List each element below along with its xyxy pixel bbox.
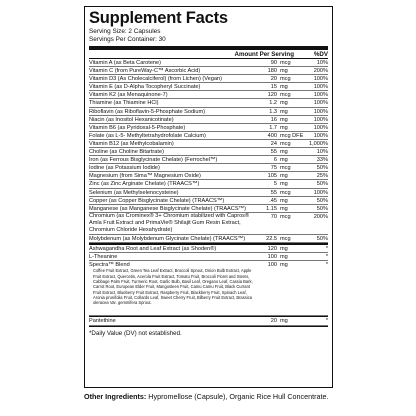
nutrient-amount: 1.3 [269,108,277,115]
nutrient-unit: mcg [280,189,291,196]
nutrient-dv: 10% [316,60,328,66]
nutrient-amount: 90 [270,60,277,66]
nutrient-name: Chromium (as Crominex® 3+ Chromium stabilized with Capros® Amla Fruit Extract and PrimaVie® Shilajit Gum Resin Extract, Chromium Chloride Hexahydrate) [89,213,250,233]
nutrient-name-cell [89,261,255,315]
nutrient-name-cell [89,99,255,106]
nutrient-name: Selenium (as Methylselenocysteine) [89,189,179,196]
nutrient-row [89,140,328,148]
nutrient-row [89,189,328,197]
nutrient-row [89,59,328,67]
nutrient-dv: 100% [313,76,328,83]
nutrient-row [89,132,328,140]
nutrient-unit: mg [280,124,288,131]
nutrient-name-cell [89,75,255,82]
nutrient-dv: * [325,245,328,252]
serving-size: Serving Size: 2 Capsules [89,28,161,35]
nutrient-amount: 20 [270,76,277,83]
nutrient-unit: mg [280,157,288,164]
nutrient-unit: mg [280,100,288,107]
nutrient-name-cell [89,132,255,139]
nutrient-unit: mg [280,205,288,212]
nutrient-row [89,197,328,205]
nutrient-amount: 16 [270,116,277,123]
nutrient-unit: mg [280,84,288,91]
nutrient-dv: 10% [316,149,328,156]
nutrient-name-cell [89,108,255,115]
nutrient-amount: .45 [269,197,277,204]
nutrient-unit: mcg [280,213,291,220]
nutrient-name: Vitamin E (as D-Alpha Tocopheryl Succinate) [89,84,201,91]
nutrient-amount: 1.7 [269,124,277,131]
nutrient-amount: 120 [267,245,277,252]
nutrient-name-cell [89,189,255,196]
nutrient-dv: 50% [316,165,328,172]
nutrient-dv: * [325,253,328,260]
nutrient-dv: 100% [313,108,328,115]
nutrient-amount: 1.15 [266,205,277,212]
nutrient-name: Manganese (as Manganese Bisglycinate Chelate) (TRAACS™) [89,205,247,212]
nutrient-row [89,261,328,316]
nutrient-row [89,124,328,132]
nutrient-name: L-Theanine [89,253,118,260]
nutrient-name-cell [89,91,255,98]
nutrient-dv: 50% [316,197,328,204]
nutrient-row [89,235,328,243]
nutrient-amount: 15 [270,84,277,91]
nutrient-row [89,99,328,107]
servings-per-container: Servings Per Container: 30 [89,36,166,43]
nutrient-name-cell [89,124,255,131]
nutrient-dv: 200% [313,68,328,75]
nutrient-amount: 100 [267,262,277,269]
nutrient-name: Thiamine (as Thiamine HCl) [89,100,159,107]
nutrient-dv: 100% [313,100,328,107]
header-amount: Amount Per Serving [234,51,294,58]
supplement-facts-panel [84,6,333,388]
other-ingredients [84,393,334,402]
nutrient-amount: 6 [273,157,277,164]
nutrient-row [89,213,328,235]
nutrient-row [89,245,328,253]
nutrient-unit: mg [280,253,288,260]
nutrient-unit: mcg [280,60,291,66]
nutrient-name-cell [89,148,255,155]
nutrient-amount: 24 [270,140,277,147]
nutrient-amount: 55 [270,189,277,196]
nutrient-name: Vitamin D3 (As Cholecalciferol) (from Lichen) (Vegan) [89,76,222,83]
nutrient-name: Ashwagandha Root and Leaf Extract (as Shoden®) [89,245,217,252]
nutrient-dv: 100% [313,116,328,123]
nutrient-amount: 120 [267,92,277,99]
nutrient-amount: 70 [270,213,277,220]
nutrient-amount: 55 [270,149,277,156]
nutrient-amount: 105 [267,173,277,180]
nutrient-unit: mg [280,173,288,180]
nutrient-name-cell [89,156,255,163]
nutrient-dv: 50% [316,235,328,242]
nutrient-dv: 100% [313,92,328,99]
nutrient-row [89,180,328,188]
nutrient-name-cell [89,140,255,147]
nutrient-amount: 180 [267,68,277,75]
nutrient-name-cell [89,59,255,66]
nutrient-unit: mcg [280,92,291,99]
nutrient-amount: 20 [270,318,277,325]
nutrient-row [89,148,328,156]
nutrient-name: Folate (as L-5- Methyltetrahydrofolate Calcium) [89,132,206,139]
nutrient-dv: 100% [313,124,328,131]
footnote: *Daily Value (DV) not established. [89,326,328,338]
nutrient-row [89,164,328,172]
nutrient-name-cell [89,172,255,179]
nutrient-unit: mg [280,197,288,204]
nutrient-name-cell [89,235,255,242]
nutrient-name: Choline (as Choline Bitartrate) [89,149,164,156]
nutrient-name: Pantethine [89,318,116,325]
nutrient-name-cell [89,164,255,171]
nutrient-dv: 100% [313,84,328,91]
nutrient-name: Vitamin B12 (as Methylcobalamin) [89,140,174,147]
nutrient-unit: mg [280,181,288,188]
nutrient-unit: mcg [280,235,291,242]
nutrient-unit: mcg [280,76,291,83]
nutrient-name: Magnesium (from Sima™ Magnesium Oxide) [89,173,201,180]
blend-ingredients: Coffee Fruit Extract, Green Tea Leaf Extract, Broccoli Sprout, Onion Bulb Extract, Apple Fruit Extract, Quercetin, Acerola Fruit Extract, Tomato Fruit, Broccoli Floret and Stems, Cabbage Palm Fruit, Turmeric Root, Garlic Bulb, Basil Leaf, Oregano Leaf, Cassia Bark, Carrot Root, European Elder Fruit, Mangosteen Fruit, Camu Camu Fruit, Black Currant Fruit Extract, Blueberry Fruit Extract, Raspberry Fruit, Blackberry Fruit, Spinach Leaf, Aronia prunifolia Fruit, Collards Leaf, Sweet Cherry Fruit, Bilberry Fruit Extract, Brassica oleracea Var. gemmifera Sprout. [93,268,253,306]
nutrient-unit: mcg DFE [280,132,304,139]
nutrient-name: Zinc (as Zinc Arginate Chelate) (TRAACS™) [89,181,200,188]
nutrient-dv: 1,000% [309,140,328,147]
nutrient-row [89,116,328,124]
nutrient-dv: * [325,318,328,325]
other-ingredients-label: Other Ingredients: [84,392,147,401]
other-ingredients-text: Hypromellose (Capsule), Organic Rice Hull Concentrate. [146,392,329,401]
nutrient-row [89,67,328,75]
nutrient-name-cell [89,180,255,187]
nutrient-amount: 100 [267,253,277,260]
nutrient-amount: 5 [273,181,277,188]
panel-title: Supplement Facts [89,9,228,27]
nutrient-unit: mg [280,245,288,252]
nutrient-dv: 50% [316,205,328,212]
nutrient-name-cell [89,317,255,325]
nutrient-name: Vitamin K2 (as Menaquinone-7) [89,92,168,99]
nutrient-row [89,91,328,99]
nutrient-name-cell [89,245,255,252]
nutrient-name-cell [89,205,255,212]
nutrient-name: Vitamin B6 (as Pyridoxal-5-Phosphate) [89,124,186,131]
nutrient-unit: mcg [280,165,291,172]
nutrient-row [89,205,328,213]
nutrient-unit: mg [280,318,288,325]
nutrient-name-cell [89,197,255,204]
nutrient-dv: 33% [316,157,328,164]
nutrient-row [89,172,328,180]
nutrient-row [89,253,328,261]
nutrient-name: Copper (as Copper Bisglycinate Chelate) (TRAACS™) [89,197,225,204]
header-dv: %DV [313,51,328,58]
nutrient-dv: * [325,262,328,269]
nutrient-row [89,75,328,83]
nutrient-row [89,156,328,164]
nutrient-unit: mcg [280,140,291,147]
nutrient-rows [89,59,328,243]
nutrient-name: Riboflavin (as Riboflavin-5-Phosphate Sodium) [89,108,205,115]
nutrient-name: Spectra™ Blend [89,261,130,268]
blend-rows [89,245,328,326]
nutrient-name: Iodine (as Potassium Iodide) [89,165,160,172]
nutrient-row [89,108,328,116]
nutrient-amount: 1.2 [269,100,277,107]
nutrient-name: Vitamin A (as Beta Carotene) [89,60,162,66]
nutrient-amount: 22.5 [266,235,277,242]
nutrient-name-cell [89,213,255,234]
nutrient-unit: mg [280,68,288,75]
nutrient-dv: 200% [313,213,328,220]
nutrient-name: Iron (as Ferrous Bisglycinate Chelate) (Ferrochel™) [89,157,218,164]
nutrient-dv: 100% [313,189,328,196]
nutrient-name-cell [89,83,255,90]
nutrient-unit: mg [280,149,288,156]
nutrient-row [89,316,328,326]
nutrient-name-cell [89,116,255,123]
nutrient-unit: mg [280,262,288,269]
nutrient-amount: 400 [267,132,277,139]
nutrient-name: Niacin (as Inositol Hexanicotinate) [89,116,174,123]
nutrient-name-cell [89,67,255,74]
nutrient-name-cell [89,253,255,260]
nutrient-unit: mg [280,116,288,123]
nutrient-dv: 100% [313,132,328,139]
nutrient-name: Molybdenum (as Molybdenum Glycinate Chelate) (TRAACS™) [89,235,246,242]
nutrient-dv: 50% [316,181,328,188]
nutrient-row [89,83,328,91]
column-header [89,50,328,59]
nutrient-dv: 25% [316,173,328,180]
nutrient-unit: mg [280,108,288,115]
nutrient-amount: 75 [270,165,277,172]
nutrient-name: Vitamin C (from PureWay-C™ Ascorbic Acid) [89,68,201,75]
